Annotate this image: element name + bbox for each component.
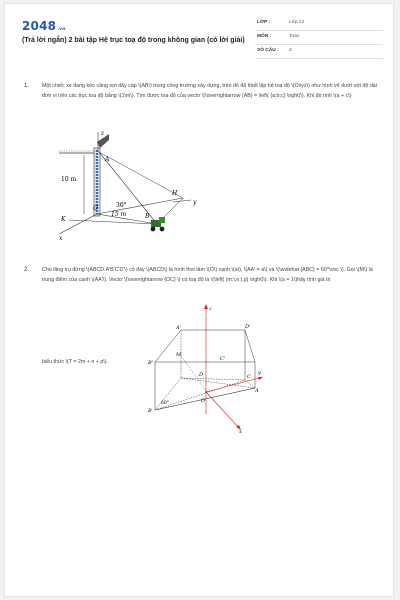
label-height: 10 m (61, 176, 77, 183)
meta-subject-label: MÔN : (257, 34, 272, 39)
question-2-text: Cho lăng trụ đứng \(ABCD.A'B'C'D'\) có đáy \(ABCD\) là hình thoi tâm \(O\) cạnh \(a\), \(AA' = a\) và \(\widehat {ABC} = 60^\circ \). Gọi \(M\) là trung điểm của cạnh \(AA'\). Vectơ \(\overrightarrow {OC} \) có toạ độ là \(\left( {m;\,n;\,p} \right)\). Khi \(a = 1\)hãy tính giá trị (42, 267, 373, 283)
label-B: B (148, 408, 152, 414)
meta-count-value: 2 (289, 48, 292, 53)
label-C1: C' (220, 356, 226, 362)
label-y: y (258, 370, 261, 376)
meta-divider (255, 44, 383, 45)
meta-divider (255, 30, 383, 31)
logo-suffix: .vn (57, 27, 66, 32)
question-2-figure (143, 304, 263, 434)
label-C: C (247, 374, 251, 380)
label-D: D (199, 372, 204, 378)
question-2-text-continued: biểu thức \(T = 2m + n + p\). (42, 359, 109, 365)
label-K: K (61, 216, 66, 223)
meta-class-value: Lớp 12 (289, 20, 305, 25)
logo-text: 2048 (22, 19, 57, 33)
label-O: O (201, 398, 206, 404)
site-logo[interactable] (22, 19, 66, 33)
label-D1: D' (245, 324, 251, 330)
meta-count-label: SỐ CÂU : (257, 48, 279, 53)
label-z: z (209, 306, 212, 312)
label-dist: 15 m (111, 211, 127, 218)
label-O: O (93, 205, 98, 212)
meta-class-label: LỚP : (257, 20, 271, 25)
question-1-figure (53, 128, 203, 240)
document-title: (Trả lời ngắn) 2 bài tập Hệ trục toạ độ trong không gian (có lời giải) (22, 37, 245, 44)
meta-subject-value: Toán (289, 34, 300, 39)
question-1-text: Một chiếc xe đang kéo căng sợi dây cáp \(AB\) trong công trường xây dựng, trên đó đã thiết lập hệ toạ độ \(Oxyz\) như hình vẽ dưới với độ dài đơn vị trên các trục toạ độ bằng \(1\m\). Tìm được toạ độ của vectơ \(\overrightarrow {AB} = \left( {a;b;c} \right)\). Khi đó tính \(a + c\) (42, 83, 377, 99)
label-x: x (59, 235, 63, 240)
question-1-number: 1. (24, 83, 30, 89)
label-M: M (176, 352, 182, 358)
label-A: A (255, 388, 259, 394)
label-H: H (172, 190, 178, 197)
label-x: x (239, 429, 242, 434)
label-angle: 60° (161, 401, 169, 406)
label-B1: B' (148, 360, 154, 366)
label-B: B (145, 213, 150, 220)
label-A1: A' (176, 325, 181, 331)
label-y: y (193, 199, 197, 206)
label-angle: 30° (116, 202, 127, 209)
question-2-number: 2. (24, 267, 30, 273)
label-z: z (101, 130, 105, 137)
meta-divider (255, 58, 383, 59)
document-page (4, 3, 394, 597)
label-A: A (105, 156, 110, 163)
